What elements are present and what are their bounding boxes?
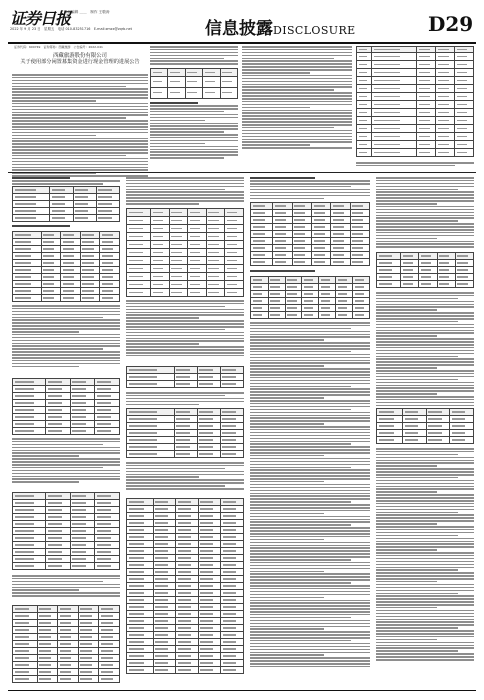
text-column bbox=[126, 300, 244, 358]
section-title bbox=[205, 14, 356, 39]
text-column bbox=[12, 225, 120, 228]
article-company: 西藏旅游股份有限公司 bbox=[53, 53, 107, 59]
newspaper-logo: 证券日报 bbox=[10, 9, 71, 28]
page-number: D29 bbox=[428, 12, 474, 36]
article-code-line: 证券代码：600749 证券简称：西藏旅游 公告编号：2022-041 bbox=[14, 45, 103, 49]
issue-info-line: 2022 年 9 月 23 日 星期五 电话 010-83251716 E-mail:zmzx@zqrb.net bbox=[10, 27, 132, 31]
text-column bbox=[250, 177, 370, 200]
article-divider bbox=[8, 172, 476, 173]
masthead bbox=[0, 0, 484, 48]
data-table bbox=[126, 366, 244, 388]
text-column bbox=[356, 162, 474, 168]
text-column bbox=[12, 177, 120, 186]
text-column bbox=[250, 270, 370, 273]
data-table bbox=[126, 408, 244, 458]
data-table bbox=[376, 252, 474, 288]
text-column bbox=[126, 462, 244, 491]
text-column bbox=[150, 102, 238, 160]
section-title-cn: 信息披露 bbox=[205, 19, 273, 39]
data-table bbox=[12, 492, 120, 570]
data-table bbox=[376, 408, 474, 444]
text-column bbox=[12, 438, 120, 484]
masthead-rule bbox=[8, 42, 476, 44]
text-column bbox=[150, 46, 238, 66]
article-title: 关于使用部分闲置募集资金进行现金管理的进展公告 bbox=[20, 59, 140, 65]
text-column bbox=[242, 46, 352, 150]
text-column bbox=[376, 177, 474, 249]
article-header bbox=[14, 45, 146, 66]
data-table bbox=[126, 498, 244, 674]
data-table bbox=[250, 202, 370, 266]
data-table bbox=[250, 276, 370, 319]
text-column bbox=[12, 305, 120, 369]
text-column bbox=[126, 177, 244, 206]
data-table bbox=[12, 378, 120, 435]
text-column bbox=[376, 292, 474, 408]
text-column bbox=[12, 74, 148, 178]
text-column bbox=[376, 448, 474, 662]
editor-meta: 责任编辑 ＿＿ 制作 王敬涛 bbox=[64, 10, 110, 14]
data-table bbox=[12, 231, 120, 302]
text-column bbox=[12, 575, 120, 598]
section-title-en: DISCLOSURE bbox=[273, 24, 356, 37]
footer-rule bbox=[8, 690, 476, 691]
data-table bbox=[12, 605, 120, 683]
data-table bbox=[356, 46, 474, 157]
data-table bbox=[150, 68, 238, 99]
text-column bbox=[126, 392, 244, 406]
data-table bbox=[126, 208, 244, 297]
data-table bbox=[12, 186, 120, 222]
text-column bbox=[250, 322, 370, 669]
